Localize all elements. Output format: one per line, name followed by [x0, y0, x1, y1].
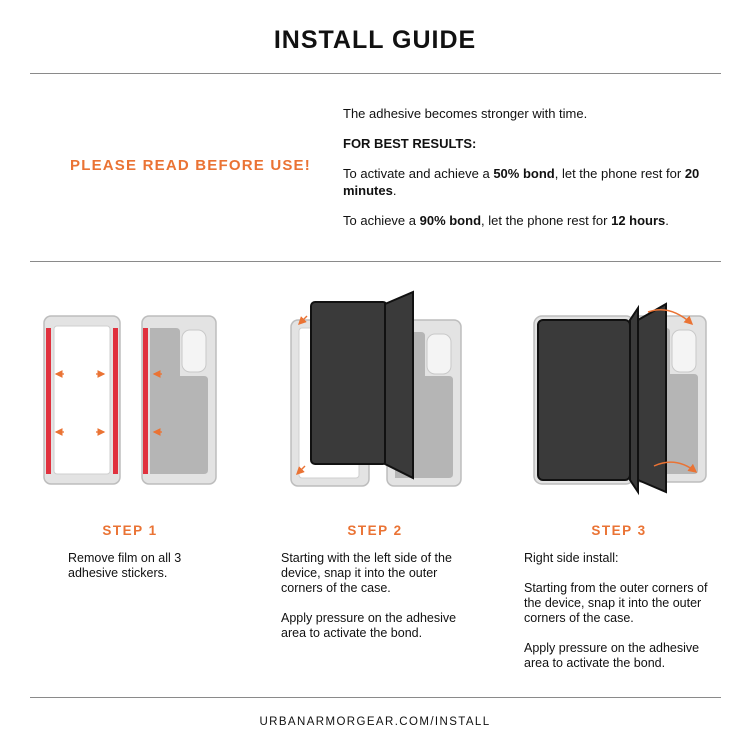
- left-case-with-phone: [534, 316, 634, 484]
- step3-paragraph-1: Right side install:: [524, 551, 619, 565]
- achieve-instruction: To achieve a 90% bond, let the phone rest for 12 hours.: [343, 213, 669, 228]
- adhesive-strip: [46, 328, 51, 474]
- notice-heading: PLEASE READ BEFORE USE!: [70, 157, 311, 174]
- step1-text: [68, 551, 218, 596]
- step3-paragraph-3: Apply pressure on the adhesive area to activate the bond.: [524, 641, 700, 670]
- info-line-1: The adhesive becomes stronger with time.: [343, 106, 588, 121]
- step1-paragraph: Remove film on all 3 adhesive stickers.: [68, 551, 182, 580]
- adhesive-strip: [113, 328, 118, 474]
- camera-cutout: [182, 330, 206, 372]
- folding-phone: [311, 292, 413, 478]
- step3-text: [524, 551, 714, 686]
- camera-cutout: [427, 334, 451, 374]
- page-title: INSTALL GUIDE: [273, 26, 477, 54]
- step3-title: STEP 3: [591, 523, 647, 538]
- step2-paragraph-1: Starting with the left side of the device, snap it into the outer corners of the case.: [281, 551, 452, 595]
- camera-cutout: [672, 330, 696, 372]
- step3-paragraph-2: Starting from the outer corners of the device, snap it into the outer corners of the case.: [524, 581, 708, 625]
- step3-illustration: [530, 300, 710, 496]
- left-case-half: [44, 316, 120, 484]
- bottom-divider: [30, 697, 721, 698]
- adhesive-info: [343, 105, 713, 242]
- right-case-half: [142, 316, 216, 484]
- step1-title: STEP 1: [102, 523, 158, 538]
- adhesive-strip: [143, 328, 148, 474]
- activate-instruction: To activate and achieve a 50% bond, let the phone rest for 20 minutes.: [343, 166, 700, 198]
- top-divider: [30, 73, 721, 74]
- phone-hinge: [630, 308, 638, 492]
- best-results-heading: FOR BEST RESULTS:: [343, 136, 477, 151]
- footer-url[interactable]: URBANARMORGEAR.COM/INSTALL: [259, 716, 491, 728]
- middle-divider: [30, 261, 721, 262]
- step2-paragraph-2: Apply pressure on the adhesive area to activate the bond.: [281, 611, 457, 640]
- step2-title: STEP 2: [347, 523, 403, 538]
- step2-illustration: [285, 288, 470, 490]
- step2-text: [281, 551, 471, 656]
- step1-illustration: [40, 312, 220, 488]
